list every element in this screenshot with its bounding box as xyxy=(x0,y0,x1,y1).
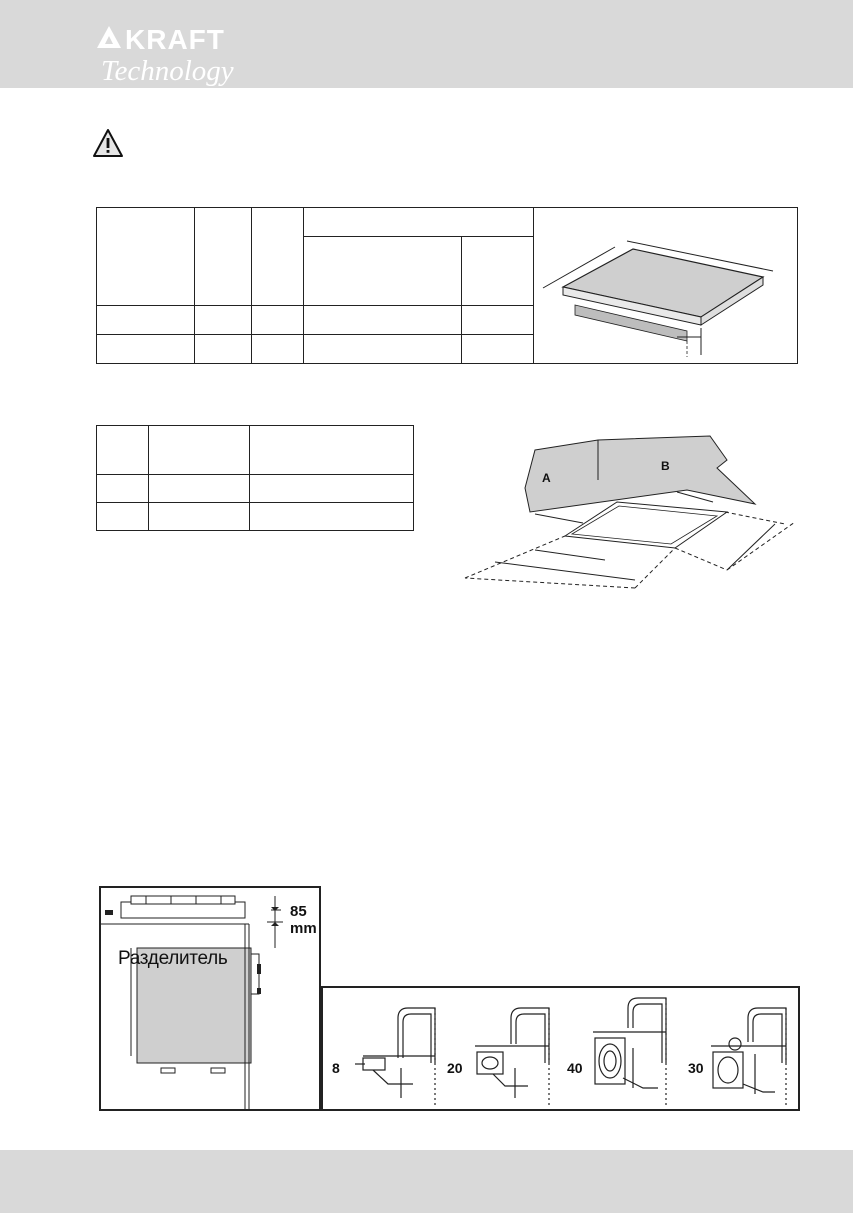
kraft-technology-logo xyxy=(95,22,285,86)
table-cell xyxy=(303,208,534,237)
clearance-unit: mm xyxy=(290,920,317,937)
table-cell xyxy=(97,475,149,503)
clamp-height-30: 30 xyxy=(688,1060,704,1076)
divider-label: Разделитель xyxy=(118,948,228,969)
table-cell xyxy=(97,306,195,335)
warning-icon xyxy=(92,128,124,158)
table-cell xyxy=(97,208,195,306)
table-cell xyxy=(149,475,250,503)
page-footer xyxy=(0,1150,853,1213)
table-cell xyxy=(97,503,149,531)
table-cell xyxy=(97,426,149,475)
table-cell xyxy=(252,208,304,306)
table-cell xyxy=(252,335,304,364)
clamp-height-20: 20 xyxy=(447,1060,463,1076)
clamp-height-8: 8 xyxy=(332,1060,340,1076)
table-cell xyxy=(149,426,250,475)
oven-installation-figure xyxy=(99,886,321,1111)
table-cell xyxy=(195,306,252,335)
svg-text:Technology: Technology xyxy=(101,55,234,86)
cutout-figure xyxy=(455,430,805,600)
hob-dimensions-figure xyxy=(537,233,787,363)
svg-text:KRAFT: KRAFT xyxy=(125,24,225,55)
table-cell xyxy=(252,306,304,335)
mounting-clamps-figure xyxy=(321,986,800,1111)
clearance-dimension xyxy=(290,903,317,937)
table-cell xyxy=(149,503,250,531)
cutout-table xyxy=(96,425,414,531)
clearance-value: 85 xyxy=(290,903,307,920)
wall-b-label: B xyxy=(661,459,670,473)
oven-installation-drawing xyxy=(101,888,321,1111)
table-cell xyxy=(461,306,534,335)
mounting-clamps-drawing xyxy=(323,988,800,1111)
table-cell xyxy=(195,335,252,364)
table-cell xyxy=(250,503,414,531)
table-cell xyxy=(195,208,252,306)
clamp-height-40: 40 xyxy=(567,1060,583,1076)
page-header xyxy=(0,0,853,88)
table-cell xyxy=(303,237,461,306)
table-cell xyxy=(461,335,534,364)
table-cell xyxy=(461,237,534,306)
table-cell xyxy=(303,306,461,335)
table-cell xyxy=(303,335,461,364)
wall-a-label: A xyxy=(542,471,551,485)
table-cell xyxy=(250,475,414,503)
table-cell xyxy=(250,426,414,475)
table-cell xyxy=(97,335,195,364)
